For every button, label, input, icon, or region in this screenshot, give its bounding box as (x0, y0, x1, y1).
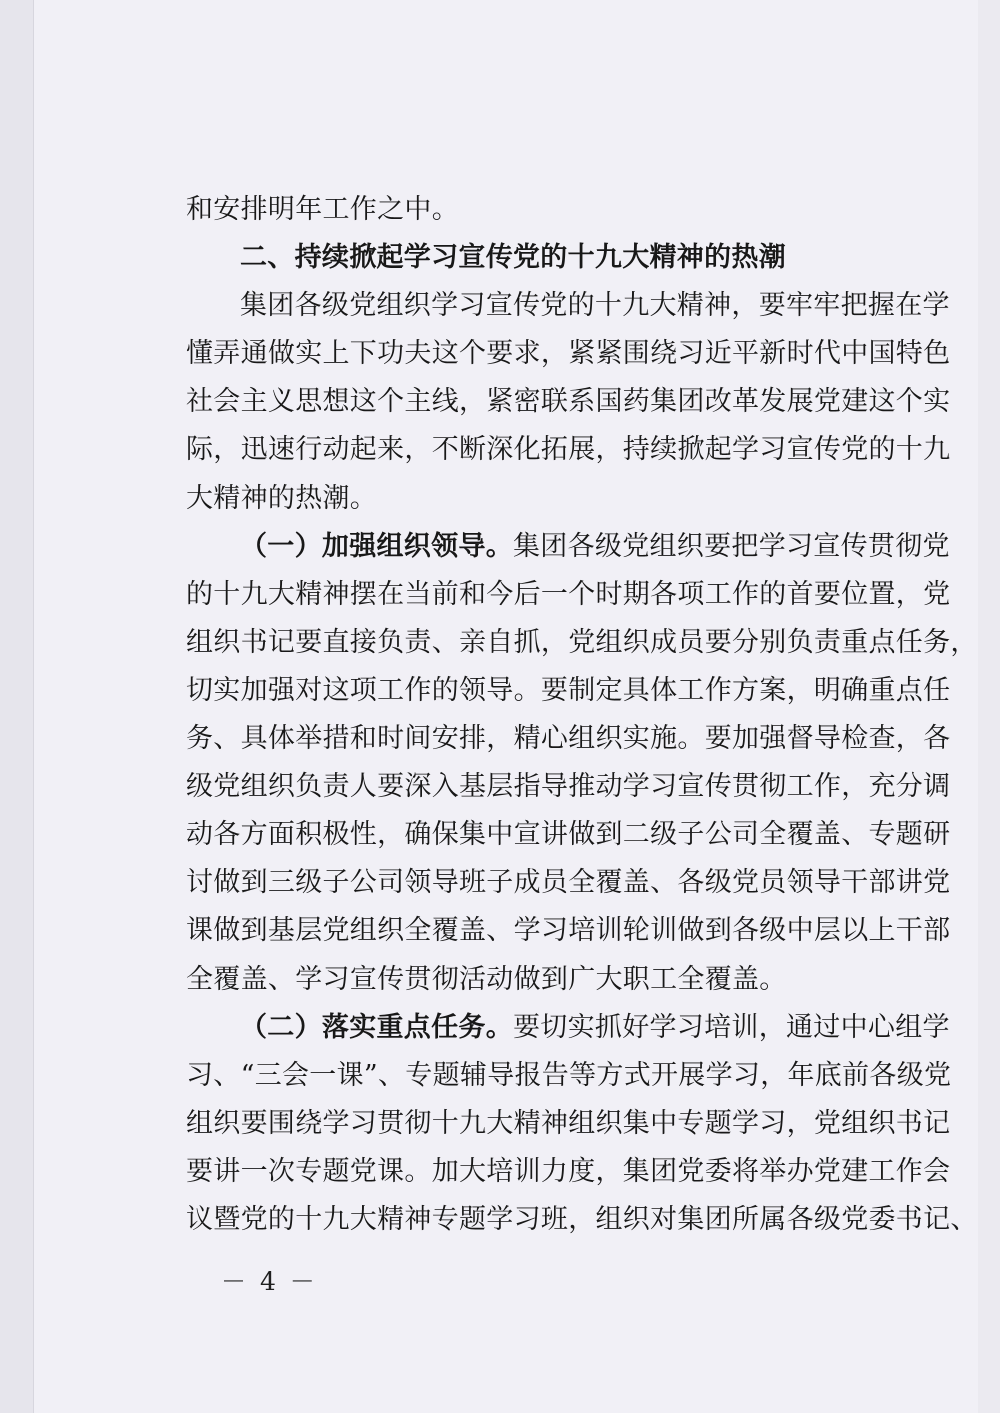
body-line-15: 讨做到三级子公司领导班子成员全覆盖、各级党员领导干部讲党 (186, 867, 951, 899)
body-line-21: 要讲一次专题党课。加大培训力度，集团党委将举办党建工作会 (186, 1155, 951, 1187)
body-line-13: 级党组织负责人要深入基层指导推动学习宣传贯彻工作，充分调 (186, 771, 951, 803)
document-body (186, 186, 978, 1244)
subsection-two-line (186, 1004, 950, 1052)
page-edge (0, 0, 34, 1413)
paper-shadow (978, 0, 1000, 1413)
subsection-one-line (186, 523, 950, 571)
body-line-16: 课做到基层党组织全覆盖、学习培训轮训做到各级中层以上干部 (186, 915, 951, 947)
subsection-one-text: 集团各级党组织要把学习宣传贯彻党 (513, 530, 950, 562)
page-number: － 4 － (221, 1267, 318, 1296)
body-line-6: 际，迅速行动起来，不断深化拓展，持续掀起学习宣传党的十九 (186, 434, 951, 466)
body-line-10: 组织书记要直接负责、亲自抓，党组织成员要分别负责重点任务， (186, 626, 978, 658)
body-line-12: 务、具体举措和时间安排，精心组织实施。要加强督导检查，各 (186, 723, 951, 755)
body-line-14: 动各方面积极性，确保集中宣讲做到二级子公司全覆盖、专题研 (186, 819, 951, 851)
body-line-5: 社会主义思想这个主线，紧密联系国药集团改革发展党建这个实 (186, 386, 951, 418)
body-line-22: 议暨党的十九大精神专题学习班，组织对集团所属各级党委书记、 (186, 1203, 978, 1235)
body-line-3: 集团各级党组织学习宣传党的十九大精神，要牢牢把握在学 (240, 290, 950, 322)
section-heading: 二、持续掀起学习宣传党的十九大精神的热潮 (240, 242, 786, 274)
body-line-19: 习、“三会一课”、专题辅导报告等方式开展学习，年底前各级党 (186, 1059, 952, 1091)
body-line-4: 懂弄通做实上下功夫这个要求，紧紧围绕习近平新时代中国特色 (186, 338, 951, 370)
subsection-one-heading: （一）加强组织领导。 (240, 530, 513, 562)
body-line-20: 组织要围绕学习贯彻十九大精神组织集中专题学习，党组织书记 (186, 1107, 951, 1139)
body-line-17: 全覆盖、学习宣传贯彻活动做到广大职工全覆盖。 (186, 963, 787, 995)
body-line-11: 切实加强对这项工作的领导。要制定具体工作方案，明确重点任 (186, 674, 951, 706)
body-line-9: 的十九大精神摆在当前和今后一个时期各项工作的首要位置，党 (186, 578, 951, 610)
body-line-1: 和安排明年工作之中。 (186, 194, 459, 225)
body-line-7: 大精神的热潮。 (186, 482, 378, 514)
subsection-two-text: 要切实抓好学习培训，通过中心组学 (513, 1011, 950, 1043)
subsection-two-heading: （二）落实重点任务。 (240, 1011, 513, 1043)
